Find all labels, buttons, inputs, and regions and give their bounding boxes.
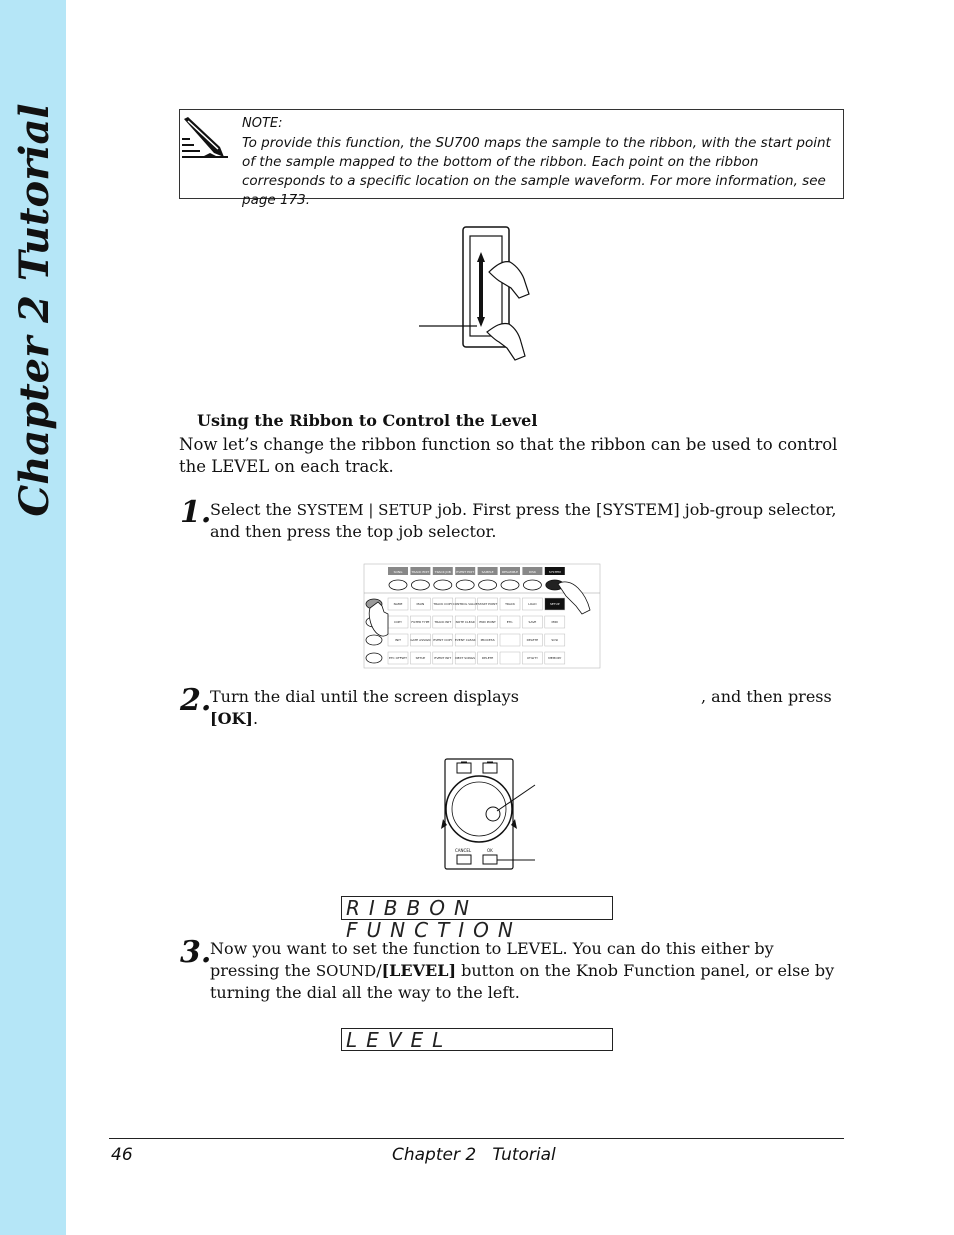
panel-job-label: INIT [395,638,401,642]
panel-job-label: EVENT INIT [434,656,452,660]
panel-group-selector-button [434,580,452,590]
section-intro: Now let’s change the ribbon function so that the ribbon can be used to control the LEVEL on each track. [179,435,838,476]
dial-cancel-button [457,855,471,864]
panel-job-cell [500,652,520,664]
panel-group-label-text: SAMPLE [481,570,494,574]
panel-job-label: EVENT CLEAR [454,638,476,642]
panel-job-label: COPY [393,620,403,624]
job-selector-panel [362,562,602,670]
step-1-text [210,499,840,543]
chapter-sidebar [0,0,66,1235]
panel-job-label: TRACK [505,602,515,606]
panel-group-selector-button [389,580,407,590]
panel-job-label: MEMORY [548,656,562,660]
step-2-text-c: . [252,709,259,728]
pencil-note-icon [180,113,232,163]
panel-group-selector-button [456,580,474,590]
chapter-sidebar-title: Chapter 2 Tutorial [11,103,58,517]
panel-job-label: SETUP [549,602,560,606]
panel-group-label-text: EVENT EDIT [456,570,475,574]
panel-job-label: MAIN [416,602,425,606]
step-2-ok-label: [OK] [210,709,253,728]
panel-job-label: LOAD [528,602,537,606]
panel-job-label: PROCESS [480,638,495,642]
note-text: To provide this function, the SU700 maps the sample to the ribbon, with the start point of the sample mapped to the bottom of the ribbon. Each point on the ribbon corresponds to a specific location on the sample waveform. For more information, see page 173. [242,135,831,208]
panel-job-selector-button [366,635,382,645]
panel-job-label: DELETE [481,656,494,660]
panel-job-label: DELETE [526,638,539,642]
panel-job-label: SCSI [551,638,559,642]
step-2-text-a: Turn the dial until the screen displays [210,687,519,706]
dial-ok-button [483,855,497,864]
panel-job-label: ETC OFFSET [389,656,407,660]
footer-rule [109,1138,844,1139]
panel-job-label: ETC. [506,620,514,624]
step-2-text [210,686,838,730]
lcd-ribbon-function: RIBBON FUNCTION [341,896,613,920]
panel-job-label: NAME [393,602,403,606]
note-box [179,109,844,208]
panel-job-label: GATE ASSIGN [410,638,431,642]
panel-job-selector-button [366,653,382,663]
lcd-level: LEVEL [341,1028,613,1051]
panel-job-label: MIDI [551,620,559,624]
step-1-number: 1. [180,495,212,530]
panel-group-selector-button [523,580,541,590]
step-3-text-a: Now you want to set the function to LEVEL. You can do this either by pressing the [210,939,774,980]
panel-job-label: CONTROL VALUE [452,602,478,606]
panel-job-label: SAVE [528,620,537,624]
step-3-sound-label: SOUND [315,962,377,980]
panel-group-selector-button [479,580,497,590]
dial-figure [435,757,540,872]
panel-job-label: FILTER TYPE [411,620,430,624]
step-3-text-b: button on the Knob Function panel, or else by turning the dial all the way to the left. [210,961,835,1002]
step-1-text-b: job. First press the [SYSTEM] job-group selector, and then press the top job selector. [210,500,837,541]
panel-group-selector-button [501,580,519,590]
panel-group-label-text: DISK [528,570,536,574]
panel-job-label: START POINT [477,602,498,606]
panel-job-label: EVENT COPY [433,638,453,642]
ribbon-figure [415,222,540,372]
section-heading: Using the Ribbon to Control the Level [197,411,538,430]
dial-cancel-label: CANCEL [455,848,472,853]
panel-job-label: UTILITY [526,656,538,660]
step-2-text-b: , and then press [701,687,832,706]
panel-job-label: NOTE CLEAR [455,620,475,624]
step-3-level-button: [LEVEL] [381,961,457,980]
panel-group-label-text: RESAMPLE [502,570,518,574]
step-1-text-a: Select the [210,500,297,519]
footer-chapter-title: Chapter 2 Tutorial [392,1145,556,1165]
step-2-number: 2. [180,683,212,718]
dial-ok-label: OK [487,848,493,853]
note-title: NOTE: [242,116,283,131]
panel-job-label: TRACK INIT [434,620,452,624]
panel-job-cell [500,634,520,646]
step-3-text [210,938,840,1004]
panel-group-label-text: TRACK EDIT [411,570,430,574]
panel-group-label-text: SONG [393,570,403,574]
panel-job-label: END POINT [479,620,496,624]
panel-group-label-text: SYSTEM [548,570,561,574]
panel-group-label-text: TRACK JOB [434,570,451,574]
panel-group-selector-button [411,580,429,590]
step-3-slash: / [376,961,382,980]
step-3-number: 3. [180,935,212,970]
panel-job-label: NEXT SONGS [455,656,476,660]
footer-page-number: 46 [111,1145,133,1165]
panel-job-label: TRACK COPY [433,602,453,606]
panel-job-label: SETUP [415,656,426,660]
step-1-job-name: SYSTEM | SETUP [296,501,433,519]
